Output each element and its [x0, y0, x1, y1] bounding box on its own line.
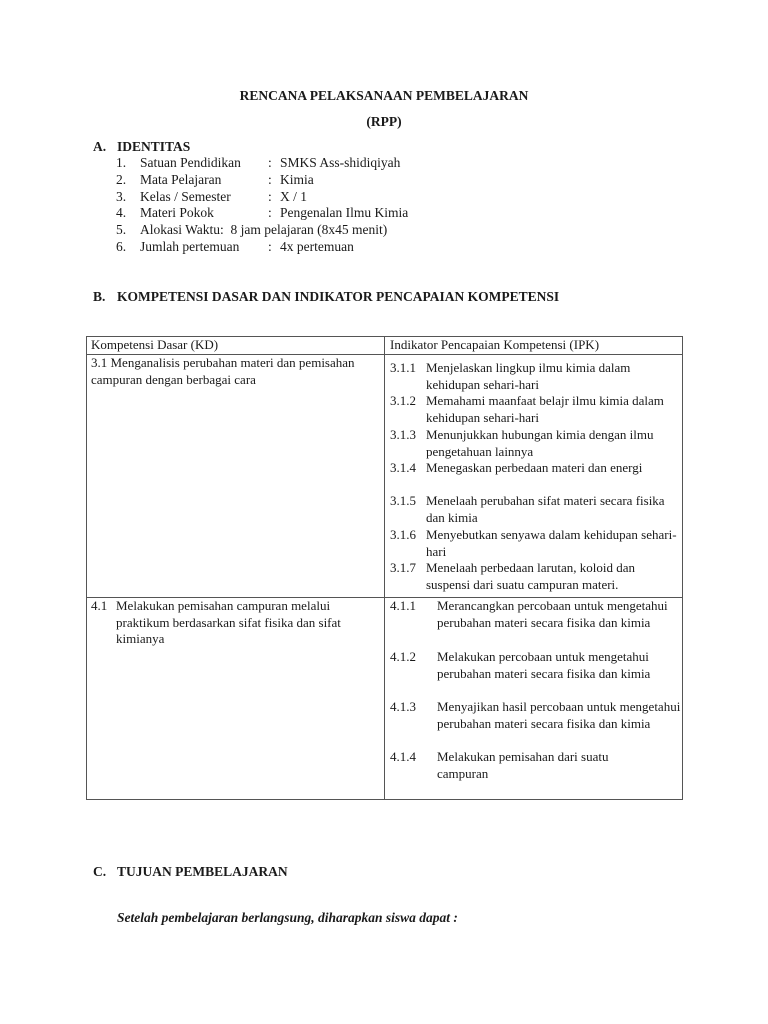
- doc-title: RENCANA PELAKSANAAN PEMBELAJARAN: [239, 88, 529, 103]
- table-header-kd: Kompetensi Dasar (KD): [91, 337, 219, 352]
- ipk-code: 4.1.3: [390, 699, 416, 714]
- section-c-heading: [93, 864, 288, 880]
- ipk-code: 3.1.5: [390, 493, 416, 508]
- identitas-value: SMKS Ass-shidiqiyah: [280, 155, 401, 170]
- ipk-item: [390, 598, 682, 631]
- table-header-ipk: Indikator Pencapaian Kompetensi (IPK): [390, 337, 600, 352]
- identitas-row: [116, 239, 354, 256]
- section-c-title: TUJUAN PEMBELAJARAN: [117, 864, 288, 879]
- section-a-letter: A.: [93, 139, 107, 154]
- identitas-row: [116, 155, 400, 172]
- identitas-num: 6.: [116, 239, 127, 254]
- ipk-item: [390, 749, 682, 782]
- ipk-text: Menyebutkan senyawa dalam kehidupan sehari-hari: [426, 527, 677, 559]
- ipk-text: Menegaskan perbedaan materi dan energi: [426, 460, 643, 475]
- identitas-text: Alokasi Waktu: 8 jam pelajaran (8x45 menit): [140, 222, 388, 237]
- identitas-sep: :: [268, 172, 272, 187]
- kd-3-1: 3.1 Menganalisis perubahan materi dan pemisahan campuran dengan berbagai cara: [91, 355, 355, 387]
- identitas-num: 2.: [116, 172, 127, 187]
- ipk-item: [390, 699, 682, 732]
- identitas-row: [116, 205, 408, 222]
- identitas-num: 4.: [116, 205, 127, 220]
- kd-text: Melakukan pemisahan campuran melalui praktikum berdasarkan sifat fisika dan sifat kimianya: [116, 598, 341, 647]
- ipk-item: [390, 460, 682, 477]
- identitas-num: 3.: [116, 189, 127, 204]
- ipk-text: Memahami maanfaat belajr ilmu kimia dalam kehidupan sehari-hari: [426, 393, 664, 425]
- section-c-letter: C.: [93, 864, 107, 879]
- ipk-code: 4.1.1: [390, 598, 416, 613]
- identitas-row: [116, 172, 314, 189]
- identitas-sep: :: [268, 205, 272, 220]
- ipk-item: [390, 360, 682, 393]
- ipk-text: Menyajikan hasil percobaan untuk mengetahui perubahan materi secara fisika dan kimia: [437, 699, 681, 731]
- section-a-title: IDENTITAS: [117, 139, 191, 154]
- identitas-row: [116, 222, 387, 239]
- ipk-code: 3.1.2: [390, 393, 416, 408]
- ipk-code: 3.1.3: [390, 427, 416, 442]
- kd-num: 4.1: [91, 598, 108, 613]
- identitas-row: [116, 189, 307, 206]
- ipk-text: Merancangkan percobaan untuk mengetahui perubahan materi secara fisika dan kimia: [437, 598, 668, 630]
- identitas-label: Satuan Pendidikan: [140, 155, 241, 170]
- section-b-heading: [93, 289, 559, 305]
- table-column-divider: [384, 336, 385, 800]
- identitas-value: Kimia: [280, 172, 314, 187]
- ipk-code: 3.1.4: [390, 460, 416, 475]
- ipk-code: 3.1.1: [390, 360, 416, 375]
- identitas-label: Jumlah pertemuan: [140, 239, 240, 254]
- ipk-item: [390, 527, 682, 560]
- ipk-text: Menunjukkan hubungan kimia dengan ilmu pengetahuan lainnya: [426, 427, 654, 459]
- section-b-letter: B.: [93, 289, 106, 304]
- identitas-value: Pengenalan Ilmu Kimia: [280, 205, 409, 220]
- section-b-title: KOMPETENSI DASAR DAN INDIKATOR PENCAPAIAN KOMPETENSI: [117, 289, 560, 304]
- identitas-value: X / 1: [280, 189, 307, 204]
- identitas-label: Mata Pelajaran: [140, 172, 222, 187]
- identitas-sep: :: [268, 155, 272, 170]
- identitas-sep: :: [268, 189, 272, 204]
- kd-4-1: [91, 598, 381, 648]
- ipk-text: Menjelaskan lingkup ilmu kimia dalam kehidupan sehari-hari: [426, 360, 631, 392]
- identitas-num: 5.: [116, 222, 127, 237]
- ipk-item: [390, 649, 682, 682]
- ipk-code: 4.1.2: [390, 649, 416, 664]
- ipk-text: Menelaah perbedaan larutan, koloid dan suspensi dari suatu campuran materi.: [426, 560, 635, 592]
- identitas-num: 1.: [116, 155, 127, 170]
- doc-subtitle: (RPP): [366, 114, 402, 129]
- ipk-item: [390, 560, 682, 593]
- ipk-item: [390, 493, 682, 526]
- section-c-intro: Setelah pembelajaran berlangsung, diharapkan siswa dapat :: [117, 910, 458, 925]
- ipk-text: Melakukan pemisahan dari suatu campuran: [437, 749, 609, 781]
- ipk-text: Melakukan percobaan untuk mengetahui perubahan materi secara fisika dan kimia: [437, 649, 651, 681]
- ipk-item: [390, 393, 682, 426]
- identitas-label: Materi Pokok: [140, 205, 214, 220]
- ipk-text: Menelaah perubahan sifat materi secara fisika dan kimia: [426, 493, 665, 525]
- ipk-item: [390, 427, 682, 460]
- identitas-label: Kelas / Semester: [140, 189, 231, 204]
- ipk-code: 3.1.6: [390, 527, 416, 542]
- identitas-sep: :: [268, 239, 272, 254]
- section-a-heading: [93, 139, 190, 155]
- ipk-code: 3.1.7: [390, 560, 416, 575]
- identitas-value: 4x pertemuan: [280, 239, 354, 254]
- ipk-code: 4.1.4: [390, 749, 416, 764]
